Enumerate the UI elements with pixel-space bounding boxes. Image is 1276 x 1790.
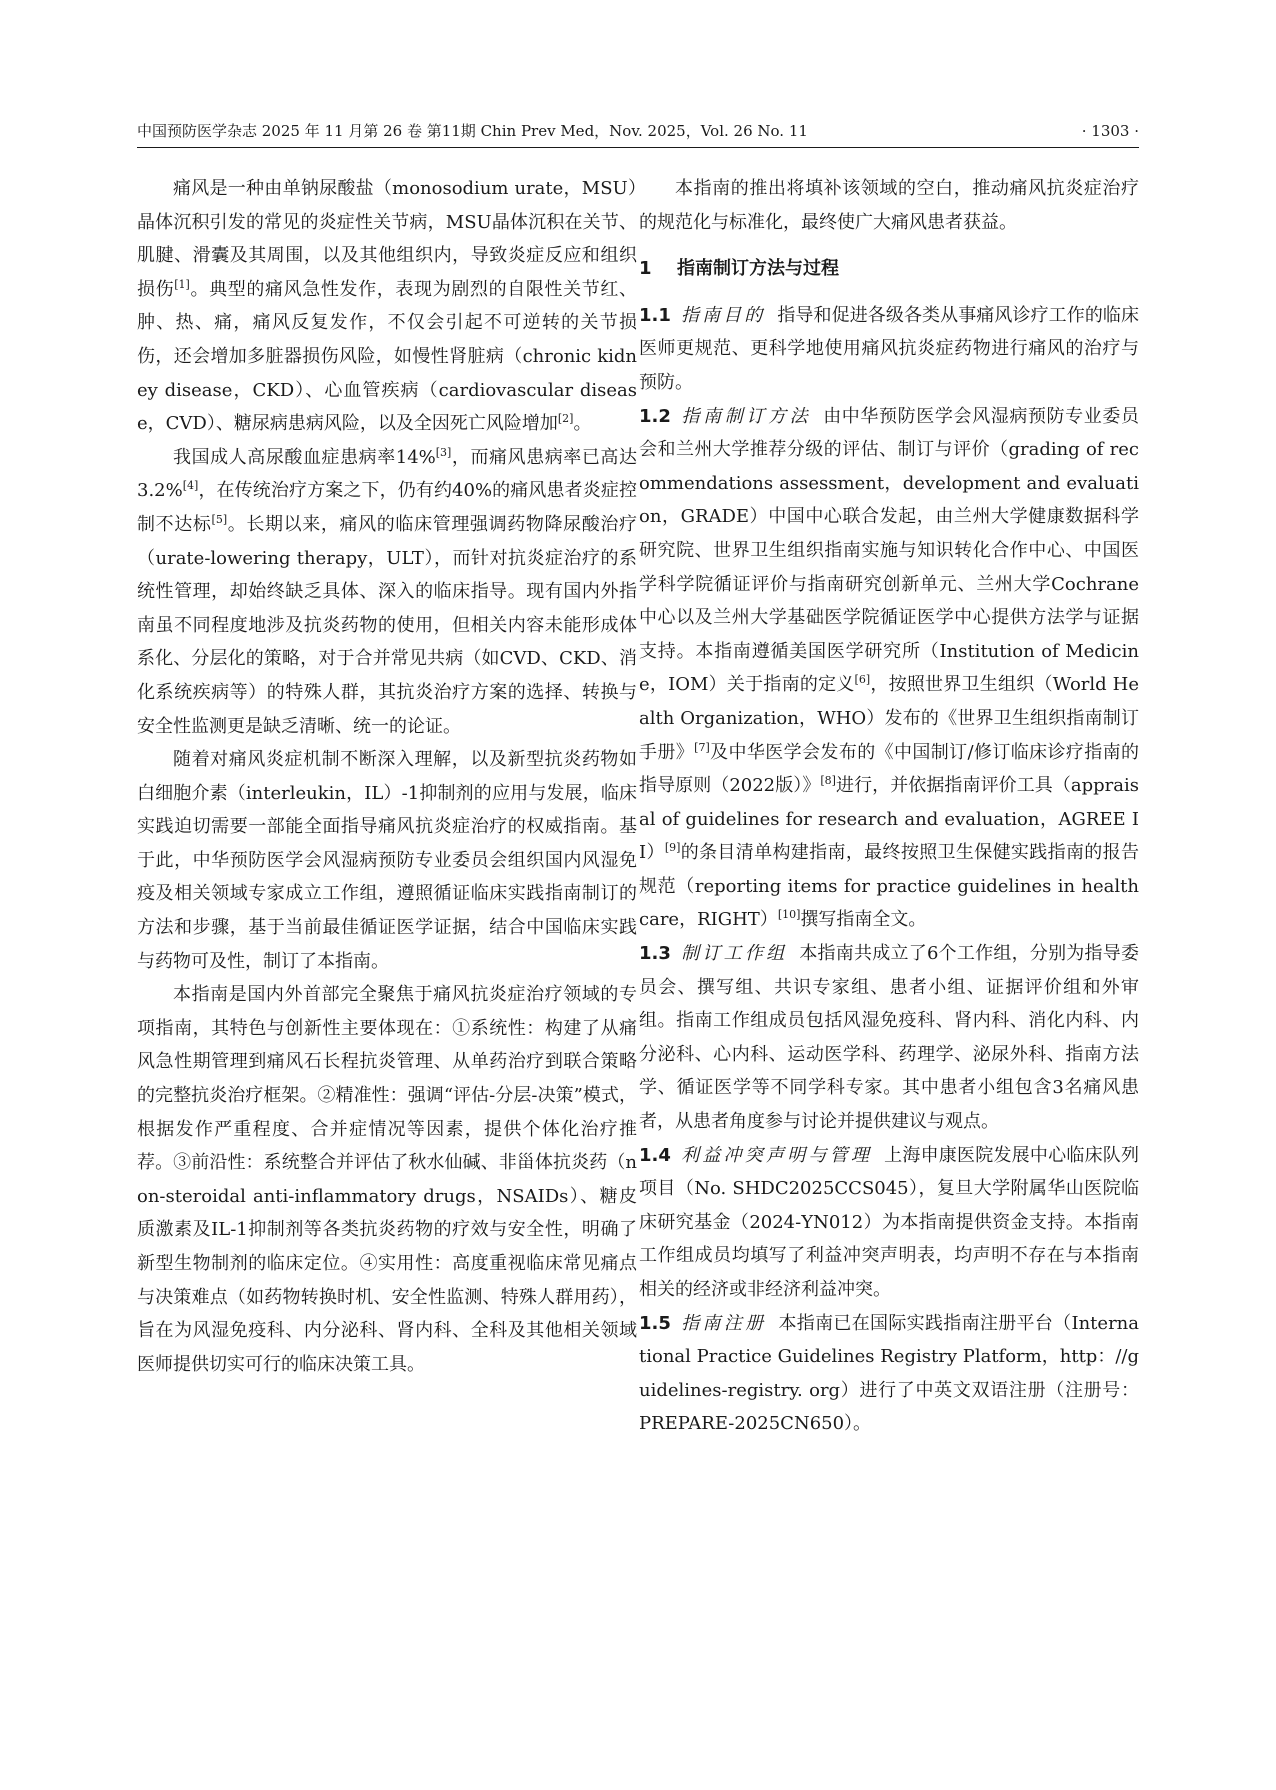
subsection-paragraph (639, 937, 1139, 1139)
left-column (137, 172, 637, 1381)
section-title: 指南制订方法与过程 (677, 258, 839, 280)
citation-ref: [10] (777, 908, 801, 922)
citation-ref: [5] (211, 512, 228, 526)
body-paragraph (137, 441, 637, 743)
text-run: ，按照世界卫生组织（World Health Organization，WHO）发布的《世界卫生组织指南制订手册》 (639, 674, 1139, 763)
section-number: 1 (639, 258, 652, 280)
body-paragraph (137, 743, 637, 978)
text-run: 指导和促进各级各类从事痛风诊疗工作的临床医师更规范、更科学地使用痛风抗炎症药物进行痛风的治疗与预防。 (639, 304, 1140, 393)
citation-ref: [3] (435, 445, 452, 459)
text-run: ，在传统治疗方案之下，仍有约40%的痛风患者炎症控制不达标 (137, 480, 637, 535)
text-run: 。典型的痛风急性发作，表现为剧烈的自限性关节红、肿、热、痛，痛风反复发作，不仅会引起不可逆转的关节损伤，还会增加多脏器损伤风险，如慢性肾脏病（chronic kidney disease，CKD）、心血管疾病（cardiovascular disease，CVD）、糖尿病患病风险，以及全因死亡风险增加 (137, 278, 638, 435)
citation-ref: [9] (664, 841, 681, 855)
subsection-number: 1.5 (639, 1312, 671, 1334)
running-header (137, 117, 1139, 148)
text-run: 痛风是一种由单钠尿酸盐（monosodium urate，MSU）晶体沉积引发的常见的炎症性关节病，MSU晶体沉积在关节、肌腱、滑囊及其周围，以及其他组织内，导致炎症反应和组织损伤 (137, 178, 637, 300)
subsection-title: 制订工作组 (680, 943, 788, 965)
text-run: 。 (573, 413, 592, 435)
section-heading (639, 252, 1139, 286)
text-run: 撰写指南全文。 (800, 909, 927, 931)
text-run: 进行，并依据指南评价工具（appraisal of guidelines for research and evaluation，AGREE II） (639, 775, 1139, 864)
subsection-number: 1.1 (639, 304, 671, 326)
citation-ref: [7] (694, 740, 710, 754)
page-number: · 1303 · (1081, 122, 1139, 140)
citation-ref: [8] (820, 774, 836, 788)
subsection-paragraph (639, 1139, 1139, 1307)
text-run: 本指南是国内外首部完全聚焦于痛风抗炎症治疗领域的专项指南，其特色与创新性主要体现在：①系统性：构建了从痛风急性期管理到痛风石长程抗炎管理、从单药治疗到联合策略的完整抗炎治疗框架。②精准性：强调“评估-分层-决策”模式，根据发作严重程度、合并症情况等因素，提供个体化治疗推荐。③前沿性：系统整合并评估了秋水仙碱、非甾体抗炎药（non-steroidal anti-inflammatory drugs，NSAIDs）、糖皮质激素及IL-1抑制剂等各类抗炎药物的疗效与安全性，明确了新型生物制剂的临床定位。④实用性：高度重视临床常见痛点与决策难点（如药物转换时机、安全性监测、特殊人群用药），旨在为风湿免疫科、内分泌科、肾内科、全科及其他相关领域医师提供切实可行的临床决策工具。 (137, 984, 637, 1375)
subsection-list (639, 299, 1139, 1441)
text-run: 及中华医学会发布的《中国制订/修订临床诊疗指南的指导原则（2022版）》 (639, 741, 1140, 797)
subsection-paragraph (639, 400, 1139, 938)
text-run: 本指南共成立了6个工作组，分别为指导委员会、撰写组、共识专家组、患者小组、证据评价组和外审组。指南工作组成员包括风湿免疫科、肾内科、消化内科、内分泌科、心内科、运动医学科、药理学、泌尿外科、指南方法学、循证医学等不同学科专家。其中患者小组包含3名痛风患者，从患者角度参与讨论并提供建议与观点。 (639, 943, 1140, 1133)
subsection-title: 指南注册 (680, 1312, 767, 1334)
text-run: 随着对痛风炎症机制不断深入理解，以及新型抗炎药物如白细胞介素（interleukin，IL）-1抑制剂的应用与发展，临床实践迫切需要一部能全面指导痛风抗炎症治疗的权威指南。基于此，中华预防医学会风湿病预防专业委员会组织国内风湿免疫及相关领域专家成立工作组，遵照循证临床实践指南制订的方法和步骤，基于当前最佳循证医学证据，结合中国临床实践与药物可及性，制订了本指南。 (137, 749, 637, 972)
text-run: 本指南已在国际实践指南注册平台（International Practice Guidelines Registry Platform，http：//guidelines-registry. org）进行了中英文双语注册（注册号：PREPARE-2025CN650）。 (639, 1312, 1139, 1435)
text-run: 的条目清单构建指南，最终按照卫生保健实践指南的报告规范（reporting items for practice guidelines in healthcare，RIGHT） (639, 842, 1139, 931)
right-column (639, 172, 1139, 1441)
citation-ref: [2] (557, 412, 574, 426)
citation-ref: [4] (182, 479, 199, 493)
subsection-number: 1.2 (639, 405, 671, 427)
body-paragraph: 本指南的推出将填补该领域的空白，推动痛风抗炎症治疗的规范化与标准化，最终使广大痛风患者获益。 (639, 178, 1139, 233)
text-run: 。长期以来，痛风的临床管理强调药物降尿酸治疗（urate-lowering therapy，ULT），而针对抗炎症治疗的系统性管理，却始终缺乏具体、深入的临床指导。现有国内外指南虽不同程度地涉及抗炎药物的使用，但相关内容未能形成体系化、分层化的策略，对于合并常见共病（如CVD、CKD、消化系统疾病等）的特殊人群，其抗炎治疗方案的选择、转换与安全性监测更是缺乏清晰、统一的论证。 (137, 513, 638, 737)
text-run: ，而痛风患病率已高达3.2% (137, 446, 637, 502)
citation-ref: [6] (854, 673, 871, 687)
subsection-number: 1.3 (639, 943, 671, 965)
subsection-title: 指南制订方法 (680, 405, 812, 427)
subsection-title: 利益冲突声明与管理 (680, 1144, 873, 1166)
subsection-number: 1.4 (639, 1144, 671, 1166)
body-paragraph (137, 978, 637, 1381)
text-run: 由中华预防医学会风湿病预防专业委员会和兰州大学推荐分级的评估、制订与评价（grading of recommendations assessment，development and evaluation，GRADE）中国中心联合发起，由兰州大学健康数据科学研究院、世界卫生组织指南实施与知识转化合作中心、中国医学科学院循证评价与指南研究创新单元、兰州大学Cochrane中心以及兰州大学基础医学院循证医学中心提供方法学与证据支持。本指南遵循美国医学研究所（Institution of Medicine，IOM）关于指南的定义 (639, 405, 1140, 696)
text-run: 我国成人高尿酸血症患病率14% (173, 446, 436, 468)
subsection-paragraph (639, 1307, 1139, 1441)
subsection-paragraph (639, 299, 1139, 400)
subsection-title: 指南目的 (680, 304, 766, 326)
journal-citation: 中国预防医学杂志 2025 年 11 月第 26 卷 第11期 Chin Prev Med，Nov. 2025，Vol. 26 No. 11 (137, 122, 808, 140)
citation-ref: [1] (174, 277, 190, 291)
body-paragraph (137, 172, 637, 441)
text-run: 上海申康医院发展中心临床队列项目（No. SHDC2025CCS045），复旦大学附属华山医院临床研究基金（2024-YN012）为本指南提供资金支持。本指南工作组成员均填写了利益冲突声明表，均声明不存在与本指南相关的经济或非经济利益冲突。 (639, 1144, 1140, 1300)
